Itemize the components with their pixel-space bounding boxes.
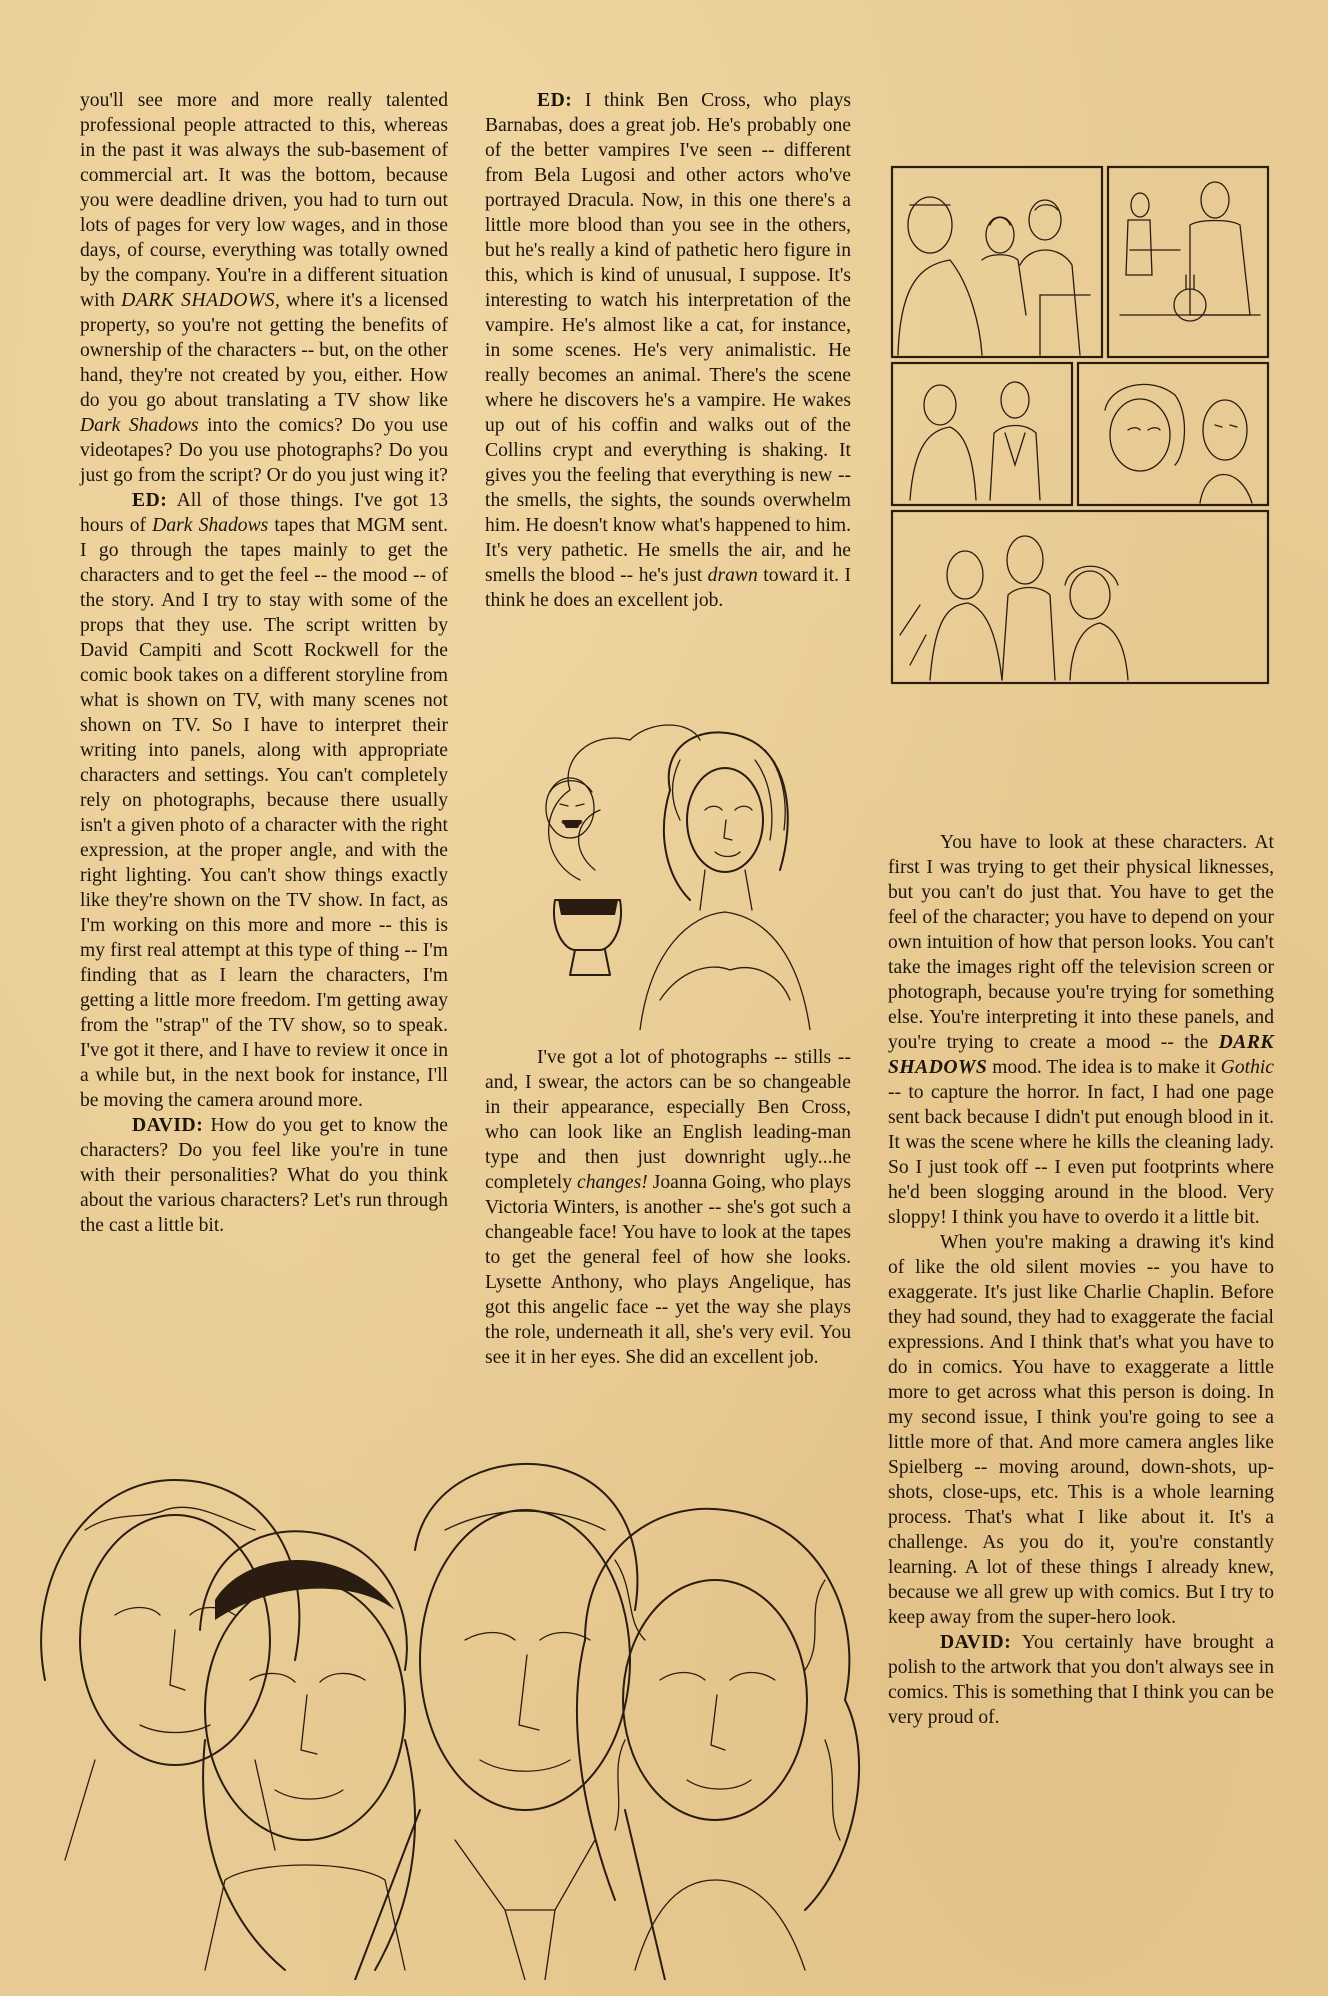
storyboard-panel [1078,363,1268,505]
paragraph: ED: All of those things. I've got 13 hours of Dark Shadows tapes that MGM sent. I go through the tapes mainly to get the characters and to get the feel -- the mood -- of the story. And I try to stay with some of the props that they use. The script written by David Campiti and Scott Rockwell for the comic book takes on a different storyline from what is shown on TV, with many scenes not shown on TV. So I have to interpret their writing into panels, along with appropriate characters and settings. You can't completely rely on photographs, because there usually isn't a given photo of a character with the right expression, at the proper angle, and with the right lighting. You can't show things exactly like they're shown on the TV show. In fact, as I'm working on this more and more -- this is my first real attempt at this type of thing -- I'm finding that as I learn the characters, I'm getting a little more freedom. I'm getting away from the "strap" of the TV show, so to speak. I've got it there, and I have to review it once in a while but, in the next book for instance, I'll be moving the camera around more. [80,490,448,1111]
speaker-label: DAVID: [940,1632,1012,1653]
storyboard-panel [892,511,1268,683]
paragraph: You have to look at these characters. At first I was trying to get their physical liknesses, but you can't do just that. You have to get the feel of the character; you have to depend on your own intuition of how that person looks. You can't take the images right off the television screen or photograph, because you're trying for something else. You're interpreting it into these panels, and you're trying to create a mood -- the DARK SHADOWS mood. The idea is to make it Gothic -- to capture the horror. In fact, I had one page sent back because I didn't put enough blood in it. It was the scene where he kills the cleaning lady. So I just took off -- I even put footprints where he'd been slogging around in the blood. Very sloppy! I think you have to overdo it a little bit. [888,832,1274,1228]
speaker-label: ED: [537,90,573,111]
paragraph: you'll see more and more really talented professional people attracted to this, whereas in the past it was always the sub-basement of commercial art. It was the bottom, because you were deadline driven, you had to turn out lots of pages for very low wages, and in those days, of course, everything was totally owned by the company. You're in a different situation with DARK SHADOWS, where it's a licensed property, so you're not getting the benefits of ownership of the characters -- but, on the other hand, they're not created by you, either. How do you go about translating a TV show like Dark Shadows into the comics? Do you use videotapes? Do you use photographs? Do you just go from the script? Or do you just wing it? [80,90,449,486]
column-middle-top [485,88,851,613]
speaker-label: DAVID: [132,1115,204,1136]
speaker-label: ED: [132,490,168,511]
paragraph: I've got a lot of photographs -- stills -- and, I swear, the actors can be so changeable in their appearance, especially Ben Cross, who can look like an English leading-man type and then just downright ugly...he completely changes! Joanna Going, who plays Victoria Winters, is another -- she's got such a changeable face! You have to look at the tapes to get the general feel of how she looks. Lysette Anthony, who plays Angelique, has got this angelic face -- yet the way she plays the role, underneath it all, she's very evil. You see it in her eyes. She did an excellent job. [485,1047,851,1368]
paragraph: ED: I think Ben Cross, who plays Barnabas, does a great job. He's probably one of the better vampires I've seen -- different from Bela Lugosi and other actors who've portrayed Dracula. Now, in this one there's a little more blood than you see in the others, but he's really a kind of pathetic hero figure in this, which is kind of unusual, I suppose. It's interesting to watch his interpretation of the vampire. He's almost like a cat, for instance, in some scenes. He's very animalistic. He really becomes an animal. There's the scene where he discovers he's a vampire. He wakes up out of his coffin and walks out of the Collins crypt and everything is shaking. It gives you the feeling that everything is new -- the smells, the sights, the sounds overwhelm him. He doesn't know what's happened to him. It's very pathetic. He smells the air, and he smells the blood -- he's just drawn toward it. I think he does an excellent job. [485,90,851,611]
column-middle-bottom [485,1045,851,1370]
angelique-barnabas-illustration [520,700,820,1030]
paragraph: When you're making a drawing it's kind of like the old silent movies -- you have to exaggerate. It's just like Charlie Chaplin. Before they had sound, they had to exaggerate the facial expressions. And I think that's what you have to do in comics. You have to exaggerate a little more to get across what this person is doing. In my second issue, I think you're going to see a little more of that. And more camera angles like Spielberg -- moving around, down-shots, up-shots, close-ups, etc. This is a whole learning process. That's what I like about it. It's a challenge. As you do it, you're constantly learning. A lot of these things I already knew, because we all grew up with comics. But I try to keep away from the super-hero look. [888,1232,1274,1628]
column-left [80,88,448,1238]
paragraph: DAVID: You certainly have brought a polish to the artwork that you don't always see in comics. This is something that I think you can be very proud of. [888,1632,1274,1728]
storyboard-panel [892,363,1072,505]
column-right [888,830,1274,1730]
cast-portraits-illustration [25,1440,885,1980]
storyboard-sketch-illustration [890,165,1270,685]
paragraph: DAVID: How do you get to know the characters? Do you feel like you're in tune with their personalities? What do you think about the various characters? Let's run through the cast a little bit. [80,1115,448,1236]
